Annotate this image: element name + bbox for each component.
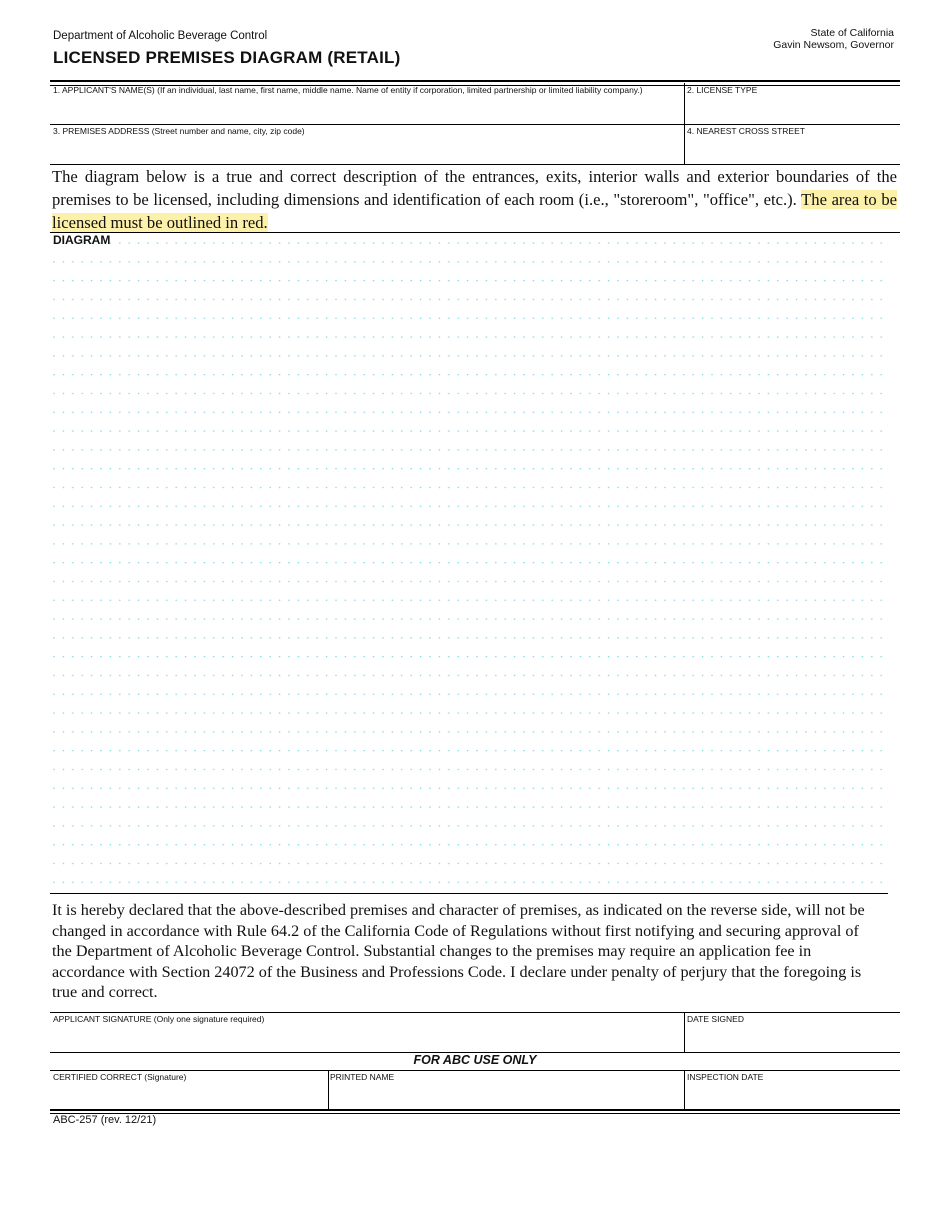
cross-street-field[interactable]: 4. NEAREST CROSS STREET	[687, 126, 805, 136]
diagram-label: DIAGRAM	[53, 233, 111, 247]
field-divider	[684, 1012, 685, 1052]
department-name: Department of Alcoholic Beverage Control	[53, 30, 268, 42]
date-signed-field[interactable]: DATE SIGNED	[687, 1014, 744, 1024]
printed-name-field[interactable]: PRINTED NAME	[330, 1072, 395, 1082]
red-outline-instruction: The area to be licensed must be outlined in red.	[52, 190, 897, 232]
applicant-signature-field[interactable]: APPLICANT SIGNATURE (Only one signature required)	[53, 1014, 265, 1024]
abc-use-heading: FOR ABC USE ONLY	[413, 1053, 537, 1067]
diagram-dot-grid[interactable]	[50, 234, 888, 892]
applicant-name-field[interactable]: 1. APPLICANT'S NAME(S) (If an individual, last name, first name, middle name. Name of entity if corporation, limited partnership or limited liability company.)	[53, 85, 643, 95]
form-title: LICENSED PREMISES DIAGRAM (RETAIL)	[53, 48, 401, 67]
inspection-date-field[interactable]: INSPECTION DATE	[687, 1072, 764, 1082]
bottom-double-rule	[50, 1109, 900, 1111]
intro-text: The diagram below is a true and correct description of the entrances, exits, interior walls and exterior boundaries of the premises to be licensed, including dimensions and identification of each room (i.e., "storeroom", "office", etc.).	[52, 167, 897, 209]
governor-name: Gavin Newsom, Governor	[773, 39, 894, 51]
signature-top-rule	[50, 1012, 900, 1013]
state-name: State of California	[810, 27, 894, 39]
premises-address-field[interactable]: 3. PREMISES ADDRESS (Street number and name, city, zip code)	[53, 126, 305, 136]
grid-dots	[50, 234, 888, 892]
declaration-paragraph: It is hereby declared that the above-described premises and character of premises, as indicated on the reverse side, will not be changed in accordance with Rule 64.2 of the California Code of Regulations without first notifying and securing approval of the Department of Alcoholic Beverage Control. Substantial changes to the premises may require an application fee in accordance with Section 24072 of the Business and Professions Code. I declare under penalty of perjury that the foregoing is true and correct.	[52, 901, 865, 1001]
diagram-top-rule	[50, 232, 900, 233]
field-row-rule	[50, 124, 900, 125]
diagram-bottom-rule	[50, 893, 888, 894]
field-divider	[328, 1070, 329, 1110]
state-block	[773, 27, 894, 51]
license-type-field[interactable]: 2. LICENSE TYPE	[687, 85, 758, 95]
field-divider	[684, 1070, 685, 1110]
abc-use-rule	[50, 1070, 900, 1071]
field-divider	[684, 83, 685, 125]
form-number: ABC-257 (rev. 12/21)	[53, 1114, 157, 1126]
field-divider	[684, 124, 685, 164]
certified-correct-field[interactable]: CERTIFIED CORRECT (Signature)	[53, 1072, 187, 1082]
bottom-double-rule-thin	[50, 1113, 900, 1114]
intro-paragraph	[52, 165, 897, 234]
